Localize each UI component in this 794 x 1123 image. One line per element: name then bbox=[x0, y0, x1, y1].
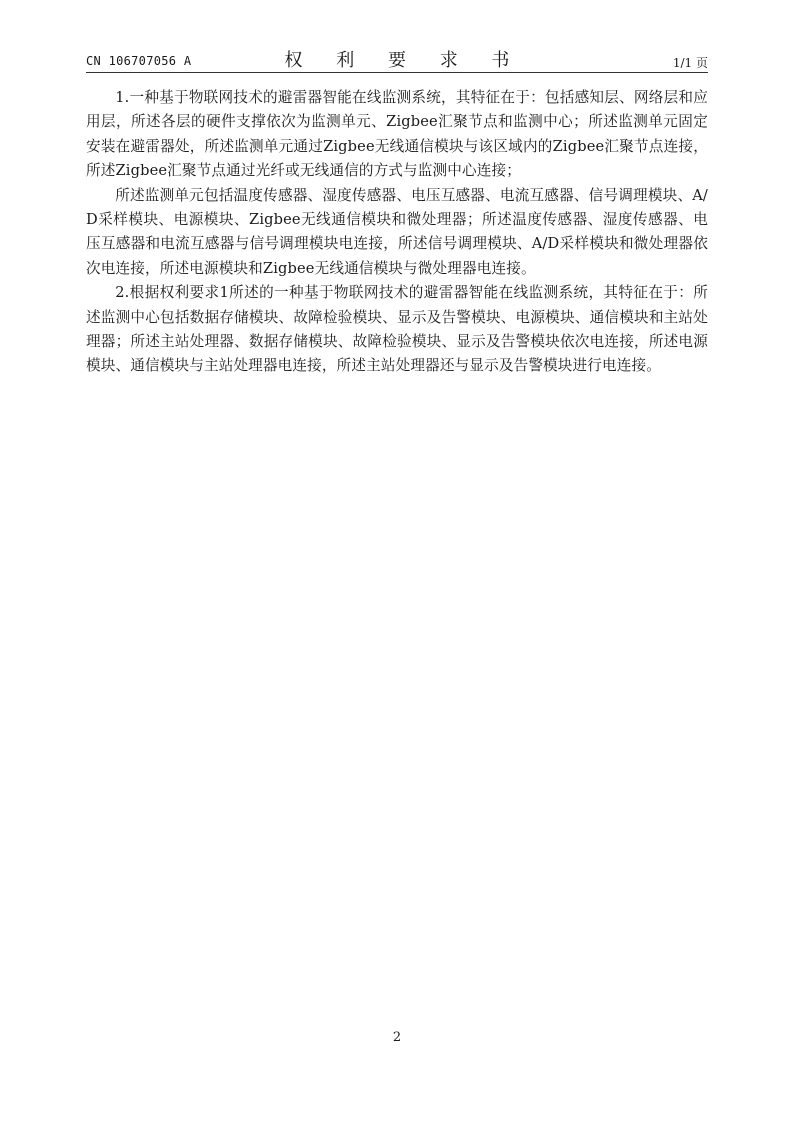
document-title: 权 利 要 求 书 bbox=[284, 50, 524, 71]
claims-body bbox=[86, 86, 708, 379]
page-indicator: 1/1 页 bbox=[672, 56, 708, 70]
claim-1-continuation-paragraph: 所述监测单元包括温度传感器、湿度传感器、电压互感器、电流互感器、信号调理模块、A/D采样模块、电源模块、Zigbee无线通信模块和微处理器；所述温度传感器、湿度传感器、电压互感器和电流互感器与信号调理模块电连接，所述信号调理模块、A/D采样模块和微处理器依次电连接，所述电源模块和Zigbee无线通信模块与微处理器电连接。 bbox=[86, 186, 708, 277]
header-divider bbox=[86, 72, 708, 73]
claim-1-paragraph: 1.一种基于物联网技术的避雷器智能在线监测系统，其特征在于：包括感知层、网络层和应用层，所述各层的硬件支撑依次为监测单元、Zigbee汇聚节点和监测中心；所述监测单元固定安装在避雷器处，所述监测单元通过Zigbee无线通信模块与该区域内的Zigbee汇聚节点连接，所述Zigbee汇聚节点通过光纤或无线通信的方式与监测中心连接； bbox=[86, 89, 708, 180]
page-header bbox=[86, 46, 708, 70]
claim-2-paragraph: 2.根据权利要求1所述的一种基于物联网技术的避雷器智能在线监测系统，其特征在于：所述监测中心包括数据存储模块、故障检验模块、显示及告警模块、电源模块、通信模块和主站处理器；所述主站处理器、数据存储模块、故障检验模块、显示及告警模块依次电连接，所述电源模块、通信模块与主站处理器电连接，所述主站处理器还与显示及告警模块进行电连接。 bbox=[86, 284, 708, 375]
page-number: 2 bbox=[392, 1030, 402, 1045]
document-number: CN 106707056 A bbox=[86, 54, 192, 68]
